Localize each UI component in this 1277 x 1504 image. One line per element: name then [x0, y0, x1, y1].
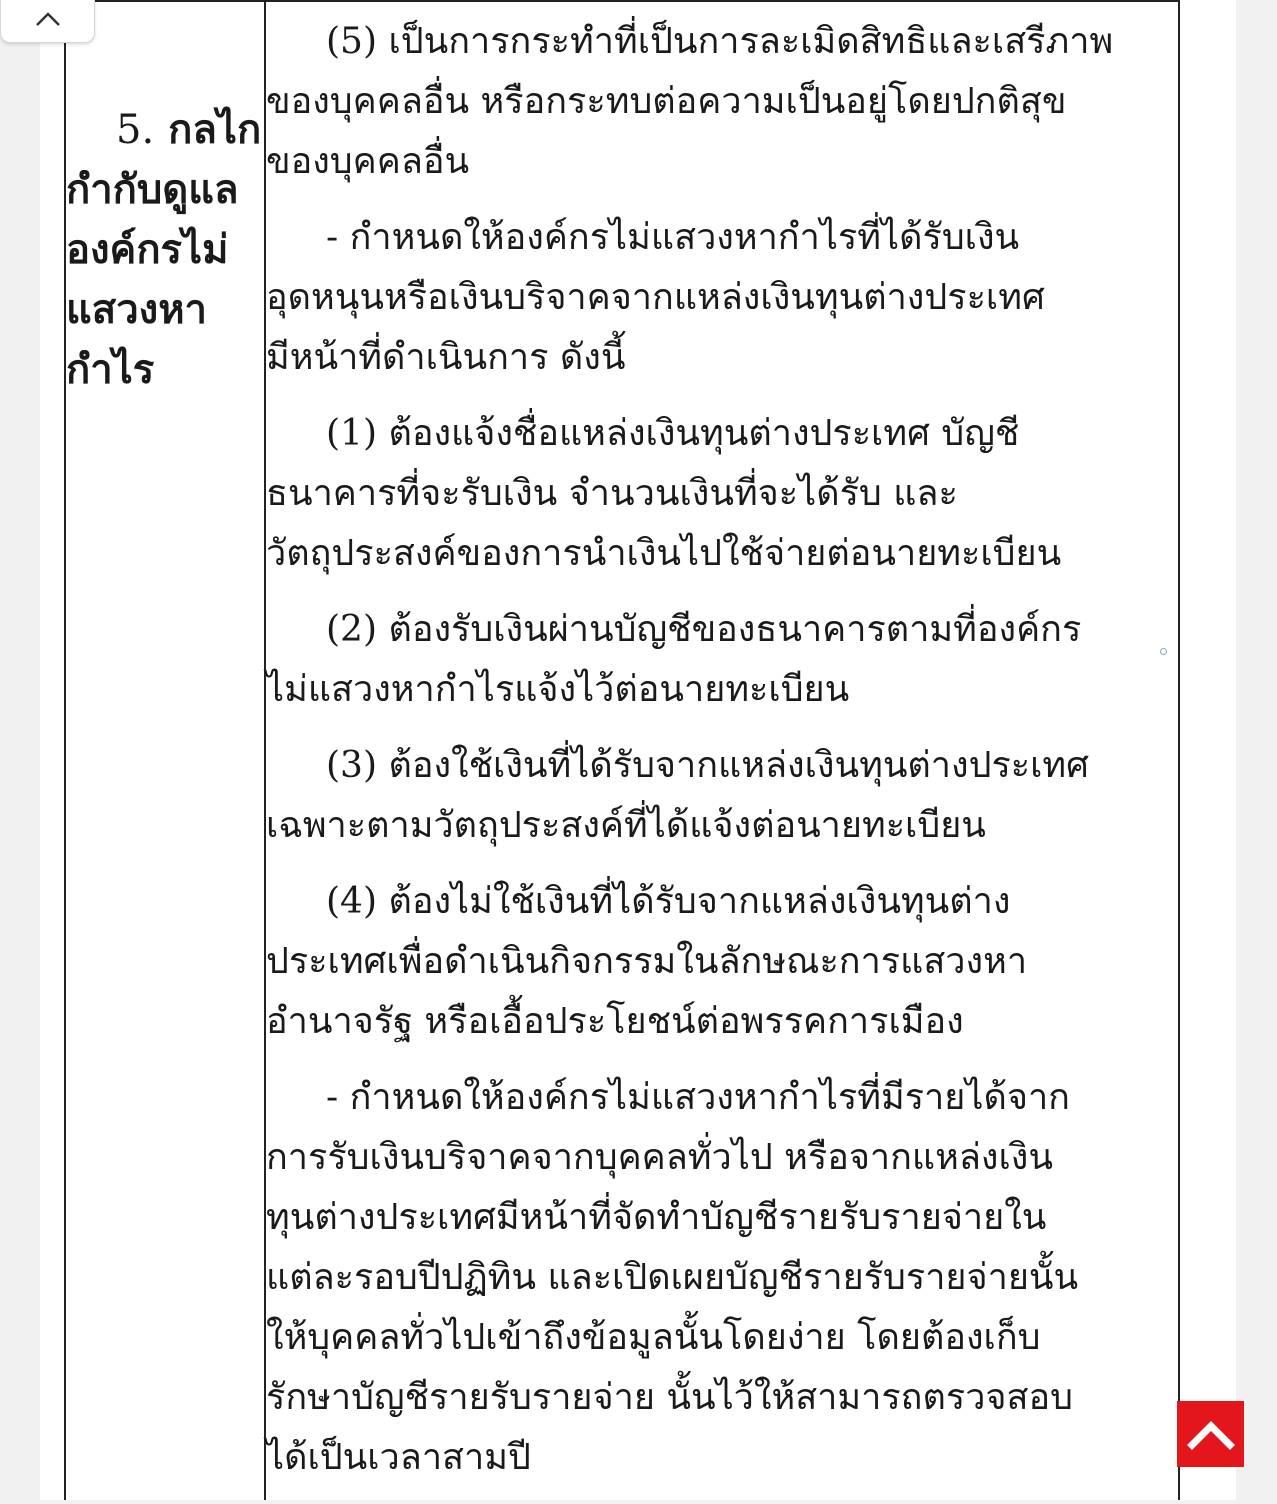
- topic-heading-text: กลไก: [168, 106, 262, 153]
- paragraph-line: (4) ต้องไม่ใช้เงินที่ได้รับจากแหล่งเงินทุนต่าง: [326, 881, 1011, 922]
- text-cursor-marker: [1160, 648, 1167, 655]
- topic-heading-text: กำกับดูแล: [66, 166, 239, 213]
- topic-heading-text: แสวงหา: [66, 286, 208, 333]
- paragraph-line: (3) ต้องใช้เงินที่ได้รับจากแหล่งเงินทุนต่างประเทศ: [326, 745, 1090, 786]
- paragraph-line: อุดหนุนหรือเงินบริจาคจากแหล่งเงินทุนต่างประเทศ: [266, 277, 1045, 318]
- scroll-to-top-button[interactable]: [1177, 1401, 1244, 1467]
- topic-heading-first-line: [66, 100, 262, 160]
- collapse-toolbar-button[interactable]: [0, 0, 95, 43]
- chevron-up-icon: [1186, 1415, 1236, 1453]
- chevron-up-icon: [33, 9, 63, 29]
- paragraph-line: วัตถุประสงค์ของการนำเงินไปใช้จ่ายต่อนายทะเบียน: [266, 533, 1062, 574]
- paragraph-line: รักษาบัญชีรายรับรายจ่าย นั้นไว้ให้สามารถตรวจสอบ: [266, 1377, 1073, 1418]
- paragraph-item-3: [266, 736, 1171, 856]
- paragraph-line: การรับเงินบริจาคจากบุคคลทั่วไป หรือจากแหล่งเงิน: [266, 1137, 1053, 1178]
- paragraph-line: มีหน้าที่ดำเนินการ ดังนี้: [266, 337, 626, 378]
- paragraph-line: (5) เป็นการกระทำที่เป็นการละเมิดสิทธิและเสรีภาพ: [326, 21, 1114, 62]
- paragraph-line: เฉพาะตามวัตถุประสงค์ที่ได้แจ้งต่อนายทะเบียน: [266, 805, 986, 846]
- paragraph-item-1: [266, 404, 1171, 584]
- paragraph-line: ธนาคารที่จะรับเงิน จำนวนเงินที่จะได้รับ และ: [266, 473, 958, 514]
- paragraph-line: ของบุคคลอื่น หรือกระทบต่อความเป็นอยู่โดยปกติสุข: [266, 81, 1067, 122]
- paragraph-line: ได้เป็นเวลาสามปี: [266, 1437, 531, 1478]
- paragraph-foreign-funding: [266, 208, 1171, 388]
- paragraph-line: - กำหนดให้องค์กรไม่แสวงหากำไรที่ได้รับเงิน: [326, 217, 1020, 258]
- topic-cell: [66, 100, 262, 400]
- paragraph-line: (1) ต้องแจ้งชื่อแหล่งเงินทุนต่างประเทศ บัญชี: [326, 413, 1020, 454]
- paragraph-line: ไม่แสวงหากำไรแจ้งไว้ต่อนายทะเบียน: [266, 669, 850, 710]
- paragraph-item-2: [266, 600, 1171, 720]
- paragraph-line: ให้บุคคลทั่วไปเข้าถึงข้อมูลนั้นโดยง่าย โดยต้องเก็บ: [266, 1317, 1041, 1358]
- paragraph-line: ประเทศเพื่อดำเนินกิจกรรมในลักษณะการแสวงหา: [266, 941, 1028, 982]
- topic-heading-text: กำไร: [66, 346, 155, 393]
- paragraph-accounting: [266, 1068, 1171, 1488]
- paragraph-item-4: [266, 872, 1171, 1052]
- topic-number: 5.: [116, 107, 155, 153]
- paragraph-item-5: [266, 12, 1171, 192]
- paragraph-line: แต่ละรอบปีปฏิทิน และเปิดเผยบัญชีรายรับรายจ่ายนั้น: [266, 1257, 1079, 1298]
- paragraph-line: (2) ต้องรับเงินผ่านบัญชีของธนาคารตามที่องค์กร: [326, 609, 1082, 650]
- content-cell: [266, 12, 1171, 1504]
- topic-heading-text: องค์กรไม่: [66, 226, 229, 273]
- paragraph-line: - กำหนดให้องค์กรไม่แสวงหากำไรที่มีรายได้จาก: [326, 1077, 1070, 1118]
- paragraph-line: อำนาจรัฐ หรือเอื้อประโยชน์ต่อพรรคการเมือง: [266, 1001, 964, 1042]
- paragraph-line: ของบุคคลอื่น: [266, 141, 470, 182]
- paragraph-line: ทุนต่างประเทศมีหน้าที่จัดทำบัญชีรายรับรายจ่ายใน: [266, 1197, 1047, 1238]
